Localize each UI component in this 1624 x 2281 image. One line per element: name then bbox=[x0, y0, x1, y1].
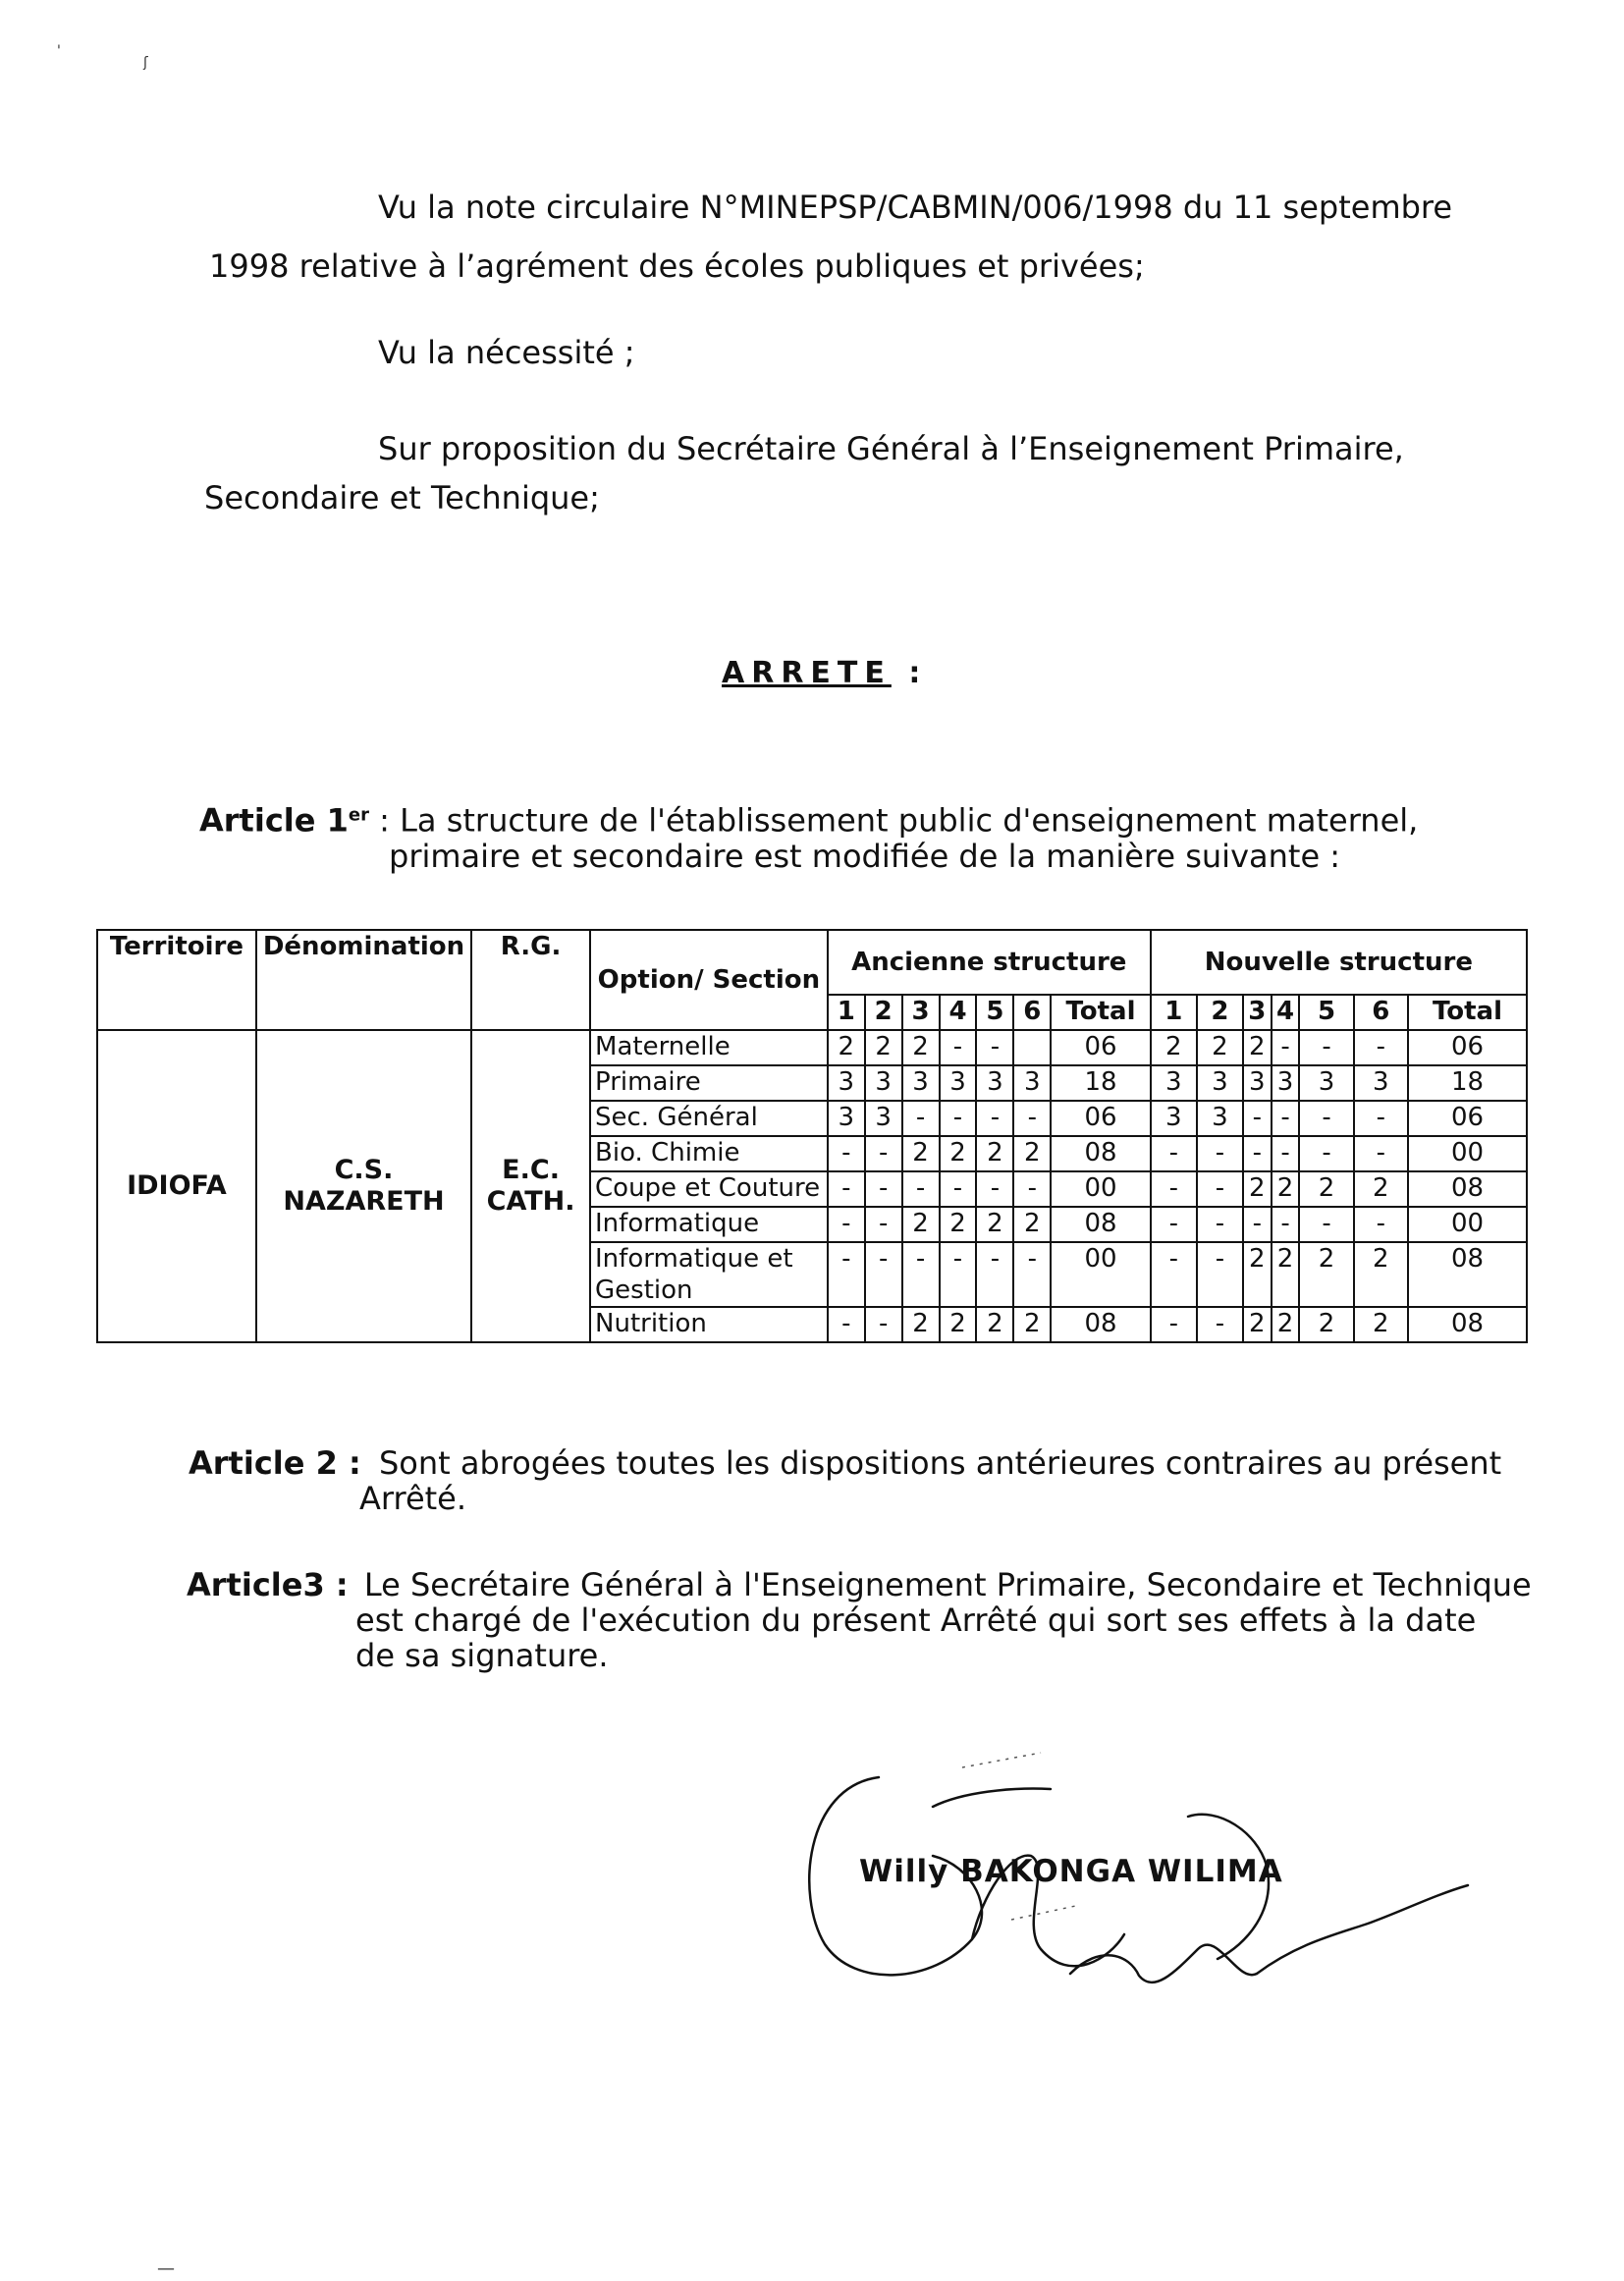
cell-nouvelle-year-1: - bbox=[1151, 1136, 1197, 1171]
cell-ancienne-total: 00 bbox=[1051, 1242, 1150, 1307]
cell-ancienne-year-5: - bbox=[976, 1171, 1013, 1207]
cell-option: Maternelle bbox=[590, 1030, 828, 1065]
cell-nouvelle-year-4: - bbox=[1272, 1101, 1300, 1136]
nouvelle-subheader-year-5: 5 bbox=[1299, 995, 1353, 1030]
cell-nouvelle-year-2: - bbox=[1197, 1242, 1243, 1307]
signatory-name: Willy BAKONGA WILIMA bbox=[859, 1854, 1283, 1889]
article-2-line-1: Sont abrogées toutes les dispositions antérieures contraires au présent bbox=[378, 1444, 1502, 1482]
cell-ancienne-year-5: 2 bbox=[976, 1136, 1013, 1171]
intro-paragraph-1-line-2: 1998 relative à l’agrément des écoles publiques et privées; bbox=[209, 247, 1145, 285]
cell-nouvelle-year-3: - bbox=[1243, 1101, 1272, 1136]
cell-nouvelle-year-4: 3 bbox=[1272, 1065, 1300, 1101]
cell-nouvelle-year-6: 2 bbox=[1354, 1242, 1408, 1307]
scan-speck: — bbox=[157, 2258, 175, 2279]
cell-nouvelle-year-1: - bbox=[1151, 1307, 1197, 1342]
cell-nouvelle-year-2: - bbox=[1197, 1171, 1243, 1207]
cell-ancienne-year-6: 3 bbox=[1013, 1065, 1051, 1101]
cell-ancienne-year-6: 2 bbox=[1013, 1307, 1051, 1342]
cell-ancienne-year-1: - bbox=[828, 1171, 865, 1207]
cell-ancienne-year-1: - bbox=[828, 1307, 865, 1342]
cell-ancienne-year-2: - bbox=[865, 1136, 902, 1171]
article-1-line-1: La structure de l'établissement public d'enseignement maternel, bbox=[400, 801, 1419, 840]
cell-option: Coupe et Couture bbox=[590, 1171, 828, 1207]
cell-nouvelle-total: 08 bbox=[1408, 1307, 1527, 1342]
cell-nouvelle-total: 06 bbox=[1408, 1101, 1527, 1136]
cell-ancienne-year-1: 2 bbox=[828, 1030, 865, 1065]
cell-nouvelle-year-1: - bbox=[1151, 1171, 1197, 1207]
cell-nouvelle-year-6: - bbox=[1354, 1101, 1408, 1136]
cell-nouvelle-year-4: - bbox=[1272, 1030, 1300, 1065]
cell-nouvelle-year-2: 3 bbox=[1197, 1065, 1243, 1101]
cell-ancienne-year-4: 3 bbox=[940, 1065, 977, 1101]
cell-ancienne-year-4: 2 bbox=[940, 1136, 977, 1171]
cell-ancienne-year-4: - bbox=[940, 1101, 977, 1136]
cell-ancienne-year-1: - bbox=[828, 1242, 865, 1307]
cell-ancienne-year-2: 2 bbox=[865, 1030, 902, 1065]
cell-ancienne-year-2: - bbox=[865, 1171, 902, 1207]
nouvelle-subheader-year-4: 4 bbox=[1272, 995, 1300, 1030]
cell-ancienne-year-3: - bbox=[902, 1242, 940, 1307]
cell-option: Nutrition bbox=[590, 1307, 828, 1342]
ancienne-subheader-year-5: 5 bbox=[976, 995, 1013, 1030]
cell-ancienne-year-3: 2 bbox=[902, 1030, 940, 1065]
cell-nouvelle-year-1: 2 bbox=[1151, 1030, 1197, 1065]
article-3-line-2: est chargé de l'exécution du présent Arrêté qui sort ses effets à la date bbox=[355, 1602, 1477, 1639]
cell-nouvelle-year-5: - bbox=[1299, 1136, 1353, 1171]
article-3-line-1: Le Secrétaire Général à l'Enseignement Primaire, Secondaire et Technique bbox=[363, 1566, 1532, 1603]
cell-nouvelle-year-5: - bbox=[1299, 1101, 1353, 1136]
cell-ancienne-year-2: 3 bbox=[865, 1065, 902, 1101]
decree-title-text: ARRETE bbox=[722, 656, 892, 690]
cell-nouvelle-year-5: 2 bbox=[1299, 1171, 1353, 1207]
header-ancienne-structure: Ancienne structure bbox=[828, 930, 1151, 995]
article-2-line-2: Arrêté. bbox=[359, 1480, 467, 1517]
cell-nouvelle-year-3: 2 bbox=[1243, 1307, 1272, 1342]
cell-nouvelle-year-3: 2 bbox=[1243, 1242, 1272, 1307]
cell-nouvelle-year-6: - bbox=[1354, 1136, 1408, 1171]
article-3 bbox=[187, 1567, 1532, 1673]
cell-nouvelle-year-5: 2 bbox=[1299, 1242, 1353, 1307]
cell-nouvelle-year-3: - bbox=[1243, 1136, 1272, 1171]
cell-option: Informatique et Gestion bbox=[590, 1242, 828, 1307]
scan-speck: ' bbox=[57, 43, 61, 59]
table-body bbox=[97, 1030, 1527, 1342]
cell-ancienne-year-2: - bbox=[865, 1207, 902, 1242]
cell-nouvelle-year-5: - bbox=[1299, 1207, 1353, 1242]
cell-nouvelle-year-5: 3 bbox=[1299, 1065, 1353, 1101]
cell-nouvelle-year-5: 2 bbox=[1299, 1307, 1353, 1342]
header-territoire: Territoire bbox=[97, 930, 256, 1030]
cell-nouvelle-year-2: - bbox=[1197, 1207, 1243, 1242]
ancienne-subheader-year-6: 6 bbox=[1013, 995, 1051, 1030]
cell-ancienne-year-4: 2 bbox=[940, 1207, 977, 1242]
cell-ancienne-year-1: 3 bbox=[828, 1065, 865, 1101]
decree-title bbox=[722, 656, 927, 690]
cell-nouvelle-total: 00 bbox=[1408, 1136, 1527, 1171]
cell-ancienne-year-3: - bbox=[902, 1171, 940, 1207]
cell-nouvelle-year-5: - bbox=[1299, 1030, 1353, 1065]
cell-ancienne-year-3: 2 bbox=[902, 1307, 940, 1342]
cell-ancienne-year-3: 3 bbox=[902, 1065, 940, 1101]
cell-nouvelle-year-6: 2 bbox=[1354, 1307, 1408, 1342]
cell-denomination: C.S. NAZARETH bbox=[256, 1030, 471, 1342]
cell-ancienne-year-5: 2 bbox=[976, 1207, 1013, 1242]
ancienne-subheader-year-3: 3 bbox=[902, 995, 940, 1030]
cell-ancienne-year-2: - bbox=[865, 1242, 902, 1307]
cell-nouvelle-year-2: - bbox=[1197, 1136, 1243, 1171]
cell-ancienne-year-6: 2 bbox=[1013, 1207, 1051, 1242]
cell-nouvelle-year-2: 2 bbox=[1197, 1030, 1243, 1065]
cell-nouvelle-year-6: 2 bbox=[1354, 1171, 1408, 1207]
table-header-row bbox=[97, 930, 1527, 995]
cell-ancienne-year-4: 2 bbox=[940, 1307, 977, 1342]
cell-nouvelle-year-1: - bbox=[1151, 1207, 1197, 1242]
header-option: Option/ Section bbox=[590, 930, 828, 1030]
ancienne-subheader-year-2: 2 bbox=[865, 995, 902, 1030]
article-1-sup: er bbox=[348, 804, 369, 825]
cell-ancienne-year-6: - bbox=[1013, 1101, 1051, 1136]
cell-nouvelle-year-1: 3 bbox=[1151, 1065, 1197, 1101]
cell-ancienne-year-5: - bbox=[976, 1101, 1013, 1136]
header-nouvelle-structure: Nouvelle structure bbox=[1151, 930, 1527, 995]
cell-ancienne-year-4: - bbox=[940, 1171, 977, 1207]
ancienne-subheader-year-1: 1 bbox=[828, 995, 865, 1030]
article-3-label: Article3 : bbox=[187, 1566, 349, 1603]
intro-paragraph-1-line-1: Vu la note circulaire N°MINEPSP/CABMIN/006/1998 du 11 septembre bbox=[378, 189, 1453, 226]
cell-nouvelle-total: 18 bbox=[1408, 1065, 1527, 1101]
cell-nouvelle-year-2: - bbox=[1197, 1307, 1243, 1342]
cell-ancienne-total: 08 bbox=[1051, 1307, 1150, 1342]
cell-ancienne-year-5: - bbox=[976, 1242, 1013, 1307]
cell-option: Sec. Général bbox=[590, 1101, 828, 1136]
cell-nouvelle-year-4: 2 bbox=[1272, 1242, 1300, 1307]
cell-ancienne-year-6 bbox=[1013, 1030, 1051, 1065]
cell-ancienne-year-1: - bbox=[828, 1136, 865, 1171]
structure-table bbox=[96, 929, 1528, 1343]
article-2 bbox=[189, 1445, 1501, 1516]
cell-ancienne-year-3: 2 bbox=[902, 1136, 940, 1171]
cell-nouvelle-year-4: - bbox=[1272, 1136, 1300, 1171]
cell-ancienne-total: 08 bbox=[1051, 1207, 1150, 1242]
cell-ancienne-year-2: - bbox=[865, 1307, 902, 1342]
cell-nouvelle-year-6: 3 bbox=[1354, 1065, 1408, 1101]
cell-rg: E.C. CATH. bbox=[471, 1030, 590, 1342]
cell-ancienne-total: 06 bbox=[1051, 1030, 1150, 1065]
intro-paragraph-2: Vu la nécessité ; bbox=[378, 334, 635, 371]
nouvelle-subheader-year-6: 6 bbox=[1354, 995, 1408, 1030]
nouvelle-subheader-year-1: 1 bbox=[1151, 995, 1197, 1030]
decree-title-colon: : bbox=[908, 656, 928, 690]
cell-option: Informatique bbox=[590, 1207, 828, 1242]
article-1-sep: : bbox=[368, 801, 401, 840]
cell-ancienne-total: 00 bbox=[1051, 1171, 1150, 1207]
cell-ancienne-year-5: 3 bbox=[976, 1065, 1013, 1101]
table-row bbox=[97, 1030, 1527, 1065]
cell-ancienne-year-5: 2 bbox=[976, 1307, 1013, 1342]
cell-ancienne-year-5: - bbox=[976, 1030, 1013, 1065]
nouvelle-subheader-total: Total bbox=[1408, 995, 1527, 1030]
cell-ancienne-year-6: - bbox=[1013, 1242, 1051, 1307]
cell-option: Primaire bbox=[590, 1065, 828, 1101]
article-1-label: Article 1 bbox=[199, 801, 349, 840]
cell-nouvelle-year-4: 2 bbox=[1272, 1171, 1300, 1207]
cell-nouvelle-year-6: - bbox=[1354, 1207, 1408, 1242]
cell-nouvelle-year-3: 3 bbox=[1243, 1065, 1272, 1101]
cell-nouvelle-year-3: - bbox=[1243, 1207, 1272, 1242]
cell-nouvelle-total: 08 bbox=[1408, 1242, 1527, 1307]
ancienne-subheader-total: Total bbox=[1051, 995, 1150, 1030]
cell-option: Bio. Chimie bbox=[590, 1136, 828, 1171]
article-1 bbox=[199, 797, 1418, 874]
cell-ancienne-year-1: - bbox=[828, 1207, 865, 1242]
cell-ancienne-total: 08 bbox=[1051, 1136, 1150, 1171]
article-2-label: Article 2 : bbox=[189, 1444, 361, 1482]
cell-ancienne-year-6: - bbox=[1013, 1171, 1051, 1207]
article-1-line-2: primaire et secondaire est modifiée de la manière suivante : bbox=[389, 837, 1341, 875]
cell-nouvelle-year-4: 2 bbox=[1272, 1307, 1300, 1342]
cell-territoire: IDIOFA bbox=[97, 1030, 256, 1342]
cell-nouvelle-year-1: 3 bbox=[1151, 1101, 1197, 1136]
cell-ancienne-total: 18 bbox=[1051, 1065, 1150, 1101]
cell-nouvelle-year-3: 2 bbox=[1243, 1171, 1272, 1207]
cell-nouvelle-year-6: - bbox=[1354, 1030, 1408, 1065]
nouvelle-subheader-year-2: 2 bbox=[1197, 995, 1243, 1030]
cell-ancienne-year-1: 3 bbox=[828, 1101, 865, 1136]
cell-ancienne-year-4: - bbox=[940, 1242, 977, 1307]
cell-ancienne-total: 06 bbox=[1051, 1101, 1150, 1136]
nouvelle-subheader-year-3: 3 bbox=[1243, 995, 1272, 1030]
header-rg: R.G. bbox=[471, 930, 590, 1030]
cell-ancienne-year-3: - bbox=[902, 1101, 940, 1136]
cell-ancienne-year-2: 3 bbox=[865, 1101, 902, 1136]
cell-nouvelle-year-2: 3 bbox=[1197, 1101, 1243, 1136]
cell-nouvelle-total: 08 bbox=[1408, 1171, 1527, 1207]
cell-nouvelle-year-3: 2 bbox=[1243, 1030, 1272, 1065]
cell-ancienne-year-4: - bbox=[940, 1030, 977, 1065]
article-3-line-3: de sa signature. bbox=[355, 1637, 609, 1674]
cell-nouvelle-year-1: - bbox=[1151, 1242, 1197, 1307]
ancienne-subheader-year-4: 4 bbox=[940, 995, 977, 1030]
cell-nouvelle-year-4: - bbox=[1272, 1207, 1300, 1242]
header-denomination: Dénomination bbox=[256, 930, 471, 1030]
scan-speck: ʃ bbox=[143, 55, 148, 71]
cell-ancienne-year-3: 2 bbox=[902, 1207, 940, 1242]
intro-paragraph-3-line-1: Sur proposition du Secrétaire Général à l’Enseignement Primaire, bbox=[378, 430, 1404, 467]
cell-nouvelle-total: 00 bbox=[1408, 1207, 1527, 1242]
intro-paragraph-3-line-2: Secondaire et Technique; bbox=[204, 479, 600, 516]
cell-ancienne-year-6: 2 bbox=[1013, 1136, 1051, 1171]
cell-nouvelle-total: 06 bbox=[1408, 1030, 1527, 1065]
